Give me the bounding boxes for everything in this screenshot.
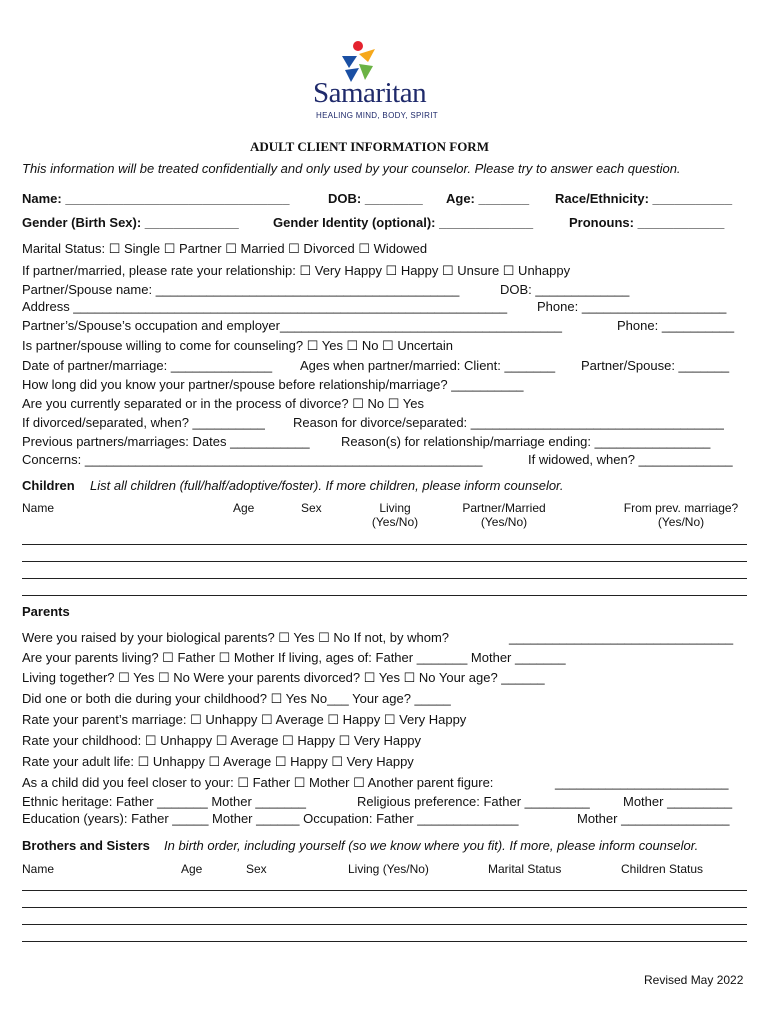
children-col-living: Living (Yes/No) xyxy=(371,501,419,529)
separated-options[interactable]: Are you currently separated or in the process of divorce? ☐ No ☐ Yes xyxy=(22,396,424,411)
children-col-name: Name xyxy=(22,501,55,515)
concerns-field[interactable]: Concerns: _______________________________________________________ xyxy=(22,452,483,467)
phone-field[interactable]: Phone: ____________________ xyxy=(537,299,727,314)
children-col-age: Age xyxy=(233,501,255,515)
parents-marriage-rating[interactable]: Rate your parent’s marriage: ☐ Unhappy ☐ Average ☐ Happy ☐ Very Happy xyxy=(22,712,467,727)
marital-status-options[interactable]: Marital Status: ☐ Single ☐ Partner ☐ Married ☐ Divorced ☐ Widowed xyxy=(22,241,428,256)
partner-phone-field[interactable]: Phone: __________ xyxy=(617,318,735,333)
partner-age-field[interactable]: Partner/Spouse: _______ xyxy=(581,358,730,373)
closer-parent-options[interactable]: As a child did you feel closer to your: ☐ Father ☐ Mother ☐ Another parent figure: xyxy=(22,775,494,790)
race-ethnicity-field[interactable]: Race/Ethnicity: ___________ xyxy=(555,191,733,206)
form-title: ADULT CLIENT INFORMATION FORM xyxy=(250,139,489,154)
children-col-sex: Sex xyxy=(301,501,322,515)
birth-sex-field[interactable]: Gender (Birth Sex): _____________ xyxy=(22,215,239,230)
how-long-field[interactable]: How long did you know your partner/spouse before relationship/marriage? __________ xyxy=(22,377,524,392)
parent-figure-field[interactable]: ________________________ xyxy=(555,775,729,790)
ethnic-heritage-field[interactable]: Ethnic heritage: Father _______ Mother _______ xyxy=(22,794,307,809)
children-entry-line[interactable] xyxy=(22,578,747,579)
logo-wordmark: Samaritan xyxy=(313,77,427,109)
widowed-when-field[interactable]: If widowed, when? _____________ xyxy=(528,452,733,467)
children-col-partner: Partner/Married (Yes/No) xyxy=(462,501,546,529)
children-heading: Children xyxy=(22,478,75,493)
partner-occupation-field[interactable]: Partner’s/Spouse’s occupation and employer_______________________________________ xyxy=(22,318,562,333)
education-occupation-field[interactable]: Education (years): Father _____ Mother ______ Occupation: Father ______________ xyxy=(22,811,519,826)
parents-living-options[interactable]: Are your parents living? ☐ Father ☐ Mother If living, ages of: Father _______ Mother _______ xyxy=(22,650,566,665)
siblings-entry-line[interactable] xyxy=(22,924,747,925)
children-entry-line[interactable] xyxy=(22,561,747,562)
adult-life-rating[interactable]: Rate your adult life: ☐ Unhappy ☐ Average ☐ Happy ☐ Very Happy xyxy=(22,754,414,769)
living-together-options[interactable]: Living together? ☐ Yes ☐ No Were your parents divorced? ☐ Yes ☐ No Your age? ______ xyxy=(22,670,545,685)
siblings-col-sex: Sex xyxy=(246,862,267,876)
siblings-col-age: Age xyxy=(181,862,203,876)
siblings-col-marital: Marital Status xyxy=(488,862,562,876)
divorce-reason-field[interactable]: Reason for divorce/separated: ___________________________________ xyxy=(293,415,724,430)
client-age-field[interactable]: Ages when partner/married: Client: _______ xyxy=(300,358,556,373)
siblings-heading: Brothers and Sisters xyxy=(22,838,150,853)
partner-name-field[interactable]: Partner/Spouse name: __________________________________________ xyxy=(22,282,460,297)
partner-date-field[interactable]: Date of partner/marriage: ______________ xyxy=(22,358,273,373)
siblings-entry-line[interactable] xyxy=(22,941,747,942)
intro-text: This information will be treated confidentially and only used by your counselor. Please try to answer each question. xyxy=(22,161,681,176)
siblings-col-children: Children Status xyxy=(621,862,704,876)
name-field[interactable]: Name: _______________________________ xyxy=(22,191,290,206)
revision-date: Revised May 2022 xyxy=(644,973,744,987)
pronouns-field[interactable]: Pronouns: ____________ xyxy=(569,215,725,230)
parents-heading: Parents xyxy=(22,604,70,619)
religion-father-field[interactable]: Religious preference: Father _________ xyxy=(357,794,590,809)
partner-willing-options[interactable]: Is partner/spouse willing to come for counseling? ☐ Yes ☐ No ☐ Uncertain xyxy=(22,338,453,353)
partner-dob-field[interactable]: DOB: _____________ xyxy=(500,282,630,297)
relationship-rating[interactable]: If partner/married, please rate your relationship: ☐ Very Happy ☐ Happy ☐ Unsure ☐ Unhappy xyxy=(22,263,571,278)
dob-field[interactable]: DOB: ________ xyxy=(328,191,423,206)
religion-mother-field[interactable]: Mother _________ xyxy=(623,794,733,809)
age-field[interactable]: Age: _______ xyxy=(446,191,530,206)
ending-reason-field[interactable]: Reason(s) for relationship/marriage ending: ________________ xyxy=(341,434,711,449)
children-entry-line[interactable] xyxy=(22,544,747,545)
gender-identity-field[interactable]: Gender Identity (optional): _____________ xyxy=(273,215,534,230)
raised-by-biological-options[interactable]: Were you raised by your biological parents? ☐ Yes ☐ No If not, by whom? xyxy=(22,630,450,645)
siblings-note: In birth order, including yourself (so we know where you fit). If more, please inform counselor. xyxy=(164,838,699,853)
raised-by-whom-field[interactable]: _______________________________ xyxy=(509,630,734,645)
address-field[interactable]: Address ____________________________________________________________ xyxy=(22,299,508,314)
childhood-rating[interactable]: Rate your childhood: ☐ Unhappy ☐ Average ☐ Happy ☐ Very Happy xyxy=(22,733,422,748)
siblings-entry-line[interactable] xyxy=(22,907,747,908)
siblings-col-living: Living (Yes/No) xyxy=(348,862,429,876)
logo-tagline: HEALING MIND, BODY, SPIRIT xyxy=(316,111,438,120)
siblings-col-name: Name xyxy=(22,862,55,876)
divorce-when-field[interactable]: If divorced/separated, when? __________ xyxy=(22,415,265,430)
occupation-mother-field[interactable]: Mother _______________ xyxy=(577,811,730,826)
parent-died-options[interactable]: Did one or both die during your childhood? ☐ Yes No___ Your age? _____ xyxy=(22,691,451,706)
children-col-prev-marriage: From prev. marriage? (Yes/No) xyxy=(623,501,739,529)
siblings-entry-line[interactable] xyxy=(22,890,747,891)
children-note: List all children (full/half/adoptive/foster). If more children, please inform counselor. xyxy=(90,478,564,493)
previous-dates-field[interactable]: Previous partners/marriages: Dates ___________ xyxy=(22,434,310,449)
children-entry-line[interactable] xyxy=(22,595,747,596)
